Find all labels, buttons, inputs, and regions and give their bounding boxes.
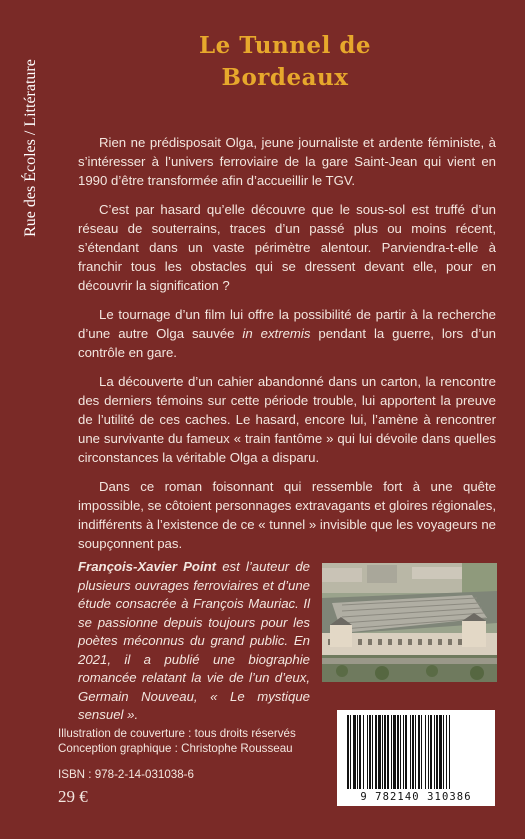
station-photo-illustration: [322, 563, 497, 682]
barcode-bar: [397, 715, 399, 789]
collection-label: Rue des Écoles / Littérature: [22, 59, 39, 237]
barcode-bars: [345, 715, 487, 789]
barcode-bar: [372, 715, 373, 789]
author-bio: [78, 558, 310, 725]
barcode-bar: [353, 715, 356, 789]
synopsis-paragraph-1: Rien ne prédisposait Olga, jeune journaliste et ardente féministe, à s’intéresser à l’univers ferroviaire de la gare Saint-Jean qui vient en 1990 d’être transformée afin d’accueillir le TGV.: [78, 135, 496, 188]
barcode-bar: [439, 715, 442, 789]
barcode-bar: [400, 715, 401, 789]
barcode-bar: [393, 715, 396, 789]
barcode-bar: [446, 715, 447, 789]
barcode-bar: [382, 715, 383, 789]
p3-start: Le tournage d’un film lui offre la possibilité de partir à la recherche d’une autre Olga sauvée: [78, 307, 496, 341]
price: 29 €: [58, 787, 88, 806]
p3-end: pendant la guerre, lors d’un contrôle en gare.: [78, 326, 496, 360]
barcode-bar: [357, 715, 358, 789]
station-aerial-photo: [322, 563, 497, 682]
barcode-bar: [434, 715, 435, 789]
p3-italic: in extremis: [242, 326, 311, 341]
barcode: [337, 710, 495, 806]
author-bio-text: est l’auteur de plusieurs ouvrages ferroviaires et d’une étude consacrée à François Mauriac. Il se passionne depuis toujours pour les poètes méconnus du grand public. En 2021, il a publié une biographie romancée relatant la vie de l’un d’eux, Germain Nouveau, « Le mystique sensuel ».: [78, 559, 310, 722]
barcode-bar: [369, 715, 371, 789]
barcode-bar: [403, 715, 404, 789]
spine-collection: [20, 38, 42, 258]
barcode-bar: [350, 715, 351, 789]
barcode-bar: [405, 715, 407, 789]
book-title: [120, 30, 450, 94]
synopsis-paragraph-4: La découverte d’un cahier abandonné dans un carton, la rencontre des derniers témoins sur cette période trouble, lui apportent la preuve de l’utilité de ces caches. Le hasard, encore lui, l’amène à rencontrer une survivante du fameux « train fantôme » qui lui dévoile dans quelles circonstances la véritable Olga a disparu.: [78, 374, 496, 465]
barcode-bar: [421, 715, 422, 789]
barcode-bar: [384, 715, 386, 789]
title-line-1: Le Tunnel de: [198, 32, 372, 59]
barcode-bar: [425, 715, 426, 789]
barcode-bar: [415, 715, 416, 789]
barcode-bar: [436, 715, 438, 789]
illustration-credit: Illustration de couverture : tous droits réservés: [58, 727, 296, 740]
author-name: François-Xavier Point: [78, 559, 217, 574]
barcode-bar: [430, 715, 432, 789]
barcode-bar: [378, 715, 381, 789]
barcode-bar: [428, 715, 429, 789]
barcode-bar: [387, 715, 389, 789]
barcode-bar: [449, 715, 450, 789]
title-line-2: Bordeaux: [221, 64, 349, 91]
barcode-bar: [418, 715, 420, 789]
barcode-bar: [443, 715, 444, 789]
barcode-bar: [359, 715, 361, 789]
barcode-bar: [391, 715, 392, 789]
synopsis-paragraph-3: [78, 305, 496, 362]
synopsis-paragraph-2: C’est par hasard qu’elle découvre que le sous-sol est truffé d’un réseau de souterrains, traces d’un passé plus ou moins récent, s’étendant dans un vaste périmètre alentour. Parviendra-t-elle à franchir tous les obstacles qui se dressent devant elle, pour en découvrir la signification ?: [78, 202, 496, 293]
synopsis: [78, 133, 496, 563]
isbn: ISBN : 978-2-14-031038-6: [58, 768, 194, 781]
barcode-bar: [367, 715, 368, 789]
barcode-bar: [410, 715, 411, 789]
barcode-bar: [412, 715, 414, 789]
barcode-bar: [363, 715, 364, 789]
barcode-digits: 9 782140 310386: [360, 791, 472, 803]
synopsis-paragraph-5: Dans ce roman foisonnant qui ressemble fort à une quête impossible, se côtoient personnages extravagants et gloires régionales, indifférents à l’existence de ce « tunnel » invisible que les voyageurs ne soupçonnent pas.: [78, 479, 496, 551]
barcode-bar: [375, 715, 377, 789]
credits: [58, 726, 296, 756]
design-credit: Conception graphique : Christophe Rousseau: [58, 742, 293, 755]
barcode-bar: [347, 715, 349, 789]
